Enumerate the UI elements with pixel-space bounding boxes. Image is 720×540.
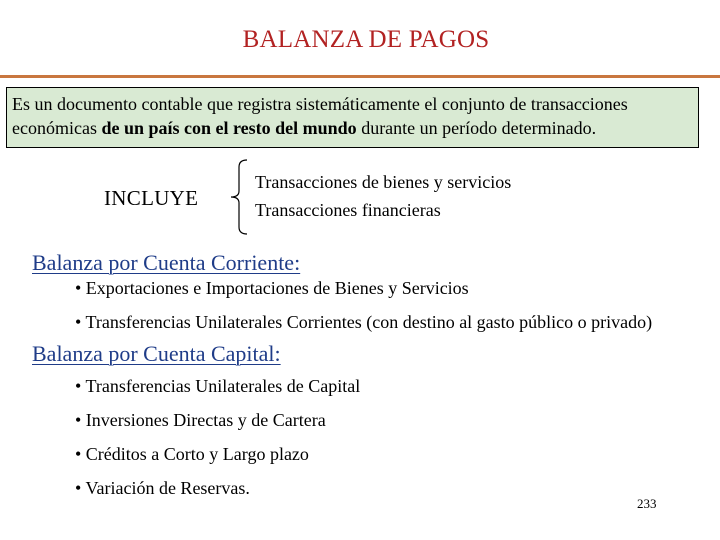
includes-label: INCLUYE <box>104 186 199 210</box>
capital-account-bullet-credits: • Créditos a Corto y Largo plazo <box>75 444 309 464</box>
definition-box <box>6 87 699 148</box>
slide-title: BALANZA DE PAGOS <box>242 26 490 53</box>
capital-account-bullet-investments: • Inversiones Directas y de Cartera <box>75 410 326 430</box>
current-account-bullet-transfers: • Transferencias Unilaterales Corrientes (con destino al gasto público o privado) <box>75 312 653 332</box>
current-account-bullet-exports: • Exportaciones e Importaciones de Bienes y Servicios <box>75 278 469 298</box>
page-number: 233 <box>637 496 657 511</box>
includes-list <box>255 168 511 224</box>
includes-item-goods-services: Transacciones de bienes y servicios <box>255 172 512 192</box>
title-divider <box>0 75 720 78</box>
curly-brace-icon <box>228 159 248 235</box>
definition-text-start: Es un documento contable que registra sistemáticamente el conjunto de transacciones económicas <box>12 94 628 138</box>
capital-account-heading: Balanza por Cuenta Capital: <box>32 341 281 366</box>
definition-emphasis: de un país con el resto del mundo <box>101 118 357 138</box>
definition-text-end: durante un período determinado. <box>356 118 597 138</box>
current-account-heading: Balanza por Cuenta Corriente: <box>32 250 301 275</box>
capital-account-bullet-transfers: • Transferencias Unilaterales de Capital <box>75 376 361 396</box>
capital-account-bullet-reserves: • Variación de Reservas. <box>75 478 250 498</box>
includes-item-financial: Transacciones financieras <box>255 200 441 220</box>
